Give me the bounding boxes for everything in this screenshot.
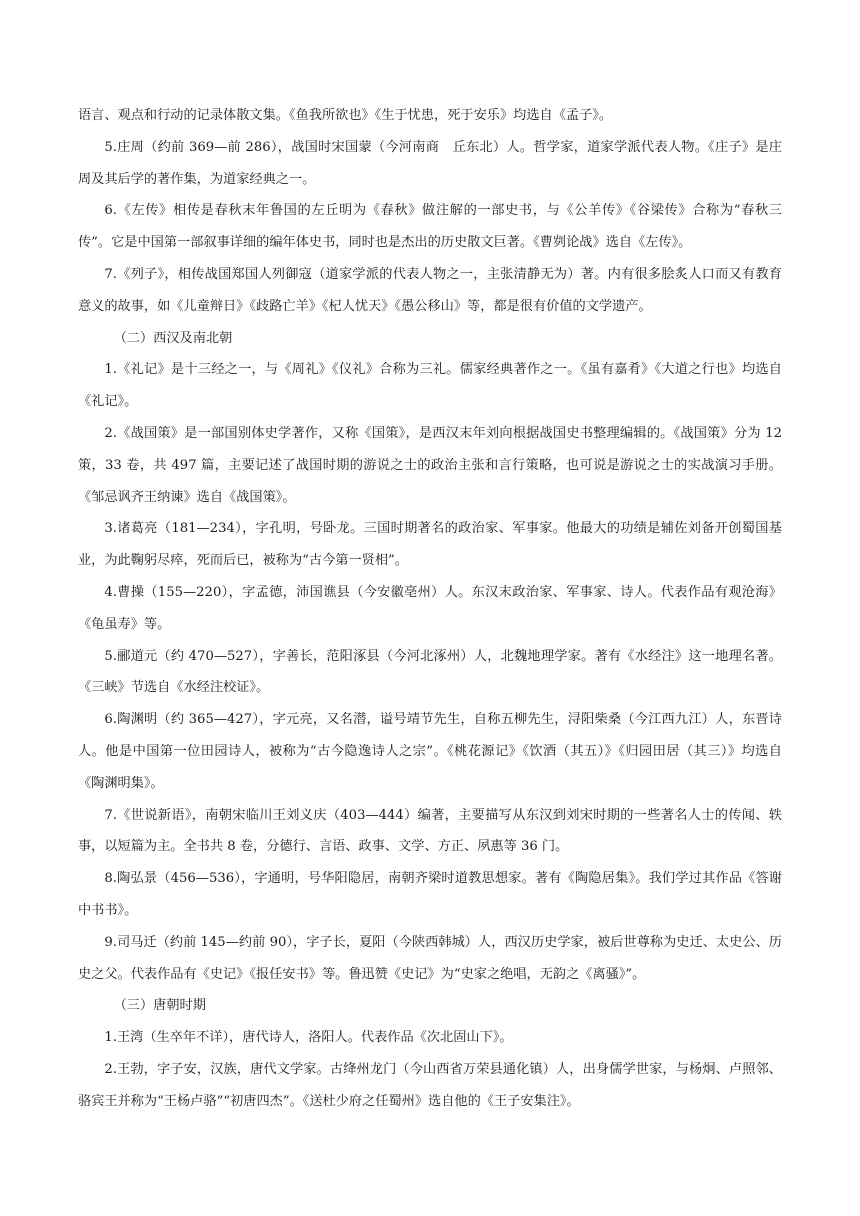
- list-item: 5.庄周（约前 369—前 286），战国时宋国蒙（今河南商 丘东北）人。哲学家，道家学派代表人物。《庄子》是庄周及其后学的著作集，为道家经典之一。: [78, 139, 782, 187]
- list-item: 4.曹操（155—220），字孟德，沛国谯县（今安徽亳州）人。东汉末政治家、军事家、诗人。代表作品有观沧海》《龟虽寿》等。: [78, 584, 782, 632]
- list-item: 6.《左传》相传是春秋末年鲁国的左丘明为《春秋》做注解的一部史书，与《公羊传》《谷梁传》合称为“春秋三传”。它是中国第一部叙事详细的编年体史书，同时也是杰出的历史散文巨著。《曹刿论战》选自《左传》。: [78, 203, 782, 251]
- list-item: 2.《战国策》是一部国别体史学著作，又称《国策》，是西汉末年刘向根据战国史书整理编辑的。《战国策》分为 12 策，33 卷，共 497 篇，主要记述了战国时期的游说之士的政治主张和言行策略，也可说是游说之士的实战演习手册。《邹忌讽齐王纳谏》选自《战国策》。: [78, 425, 782, 505]
- list-item: 3.诸葛亮（181—234），字孔明，号卧龙。三国时期著名的政治家、军事家。他最大的功绩是辅佐刘备开创蜀国基业，为此鞠躬尽瘁，死而后已，被称为“古今第一贤相”。: [78, 521, 782, 569]
- list-item: 5.郦道元（约 470—527），字善长，范阳涿县（今河北涿州）人，北魏地理学家。著有《水经注》这一地理名著。《三峡》节选自《水经注校证》。: [78, 648, 782, 696]
- list-item: 7.《列子》，相传战国郑国人列御寇（道家学派的代表人物之一，主张清静无为）著。内有很多脍炙人口而又有教育意义的故事，如《儿童辩日》《歧路亡羊》《杞人忧天》《愚公移山》等，都是很有价值的文学遗产。: [78, 266, 782, 314]
- paragraph: 语言、观点和行动的记录体散文集。《鱼我所欲也》《生于忧患，死于安乐》均选自《孟子》。: [78, 108, 613, 123]
- section-heading: （三）唐朝时期: [113, 998, 206, 1014]
- section-heading: （二）西汉及南北朝: [113, 330, 233, 346]
- document-body: [78, 100, 782, 1118]
- list-item: 1.王湾（生卒年不详），唐代诗人，洛阳人。代表作品《次北固山下》。: [104, 1030, 513, 1046]
- list-item: 7.《世说新语》，南朝宋临川王刘义庆（403—444）编著，主要描写从东汉到刘宋时期的一些著名人士的传闻、轶事，以短篇为主。全书共 8 卷，分德行、言语、政事、文学、方正、夙惠等 36 门。: [78, 807, 782, 855]
- list-item: 8.陶弘景（456—536），字通明，号华阳隐居，南朝齐梁时道教思想家。著有《陶隐居集》。我们学过其作品《答谢中书书》。: [78, 871, 782, 918]
- list-item: 9.司马迁（约前 145—约前 90），字子长，夏阳（今陕西韩城）人，西汉历史学家，被后世尊称为史迁、太史公、历史之父。代表作品有《史记》《报任安书》等。鲁迅赞《史记》为“史家之绝唱，无韵之《离骚》”。: [78, 934, 782, 982]
- list-item: 6.陶渊明（约 365—427），字元亮，又名潜，谥号靖节先生，自称五柳先生，浔阳柴桑（今江西九江）人，东晋诗人。他是中国第一位田园诗人，被称为“古今隐逸诗人之宗”。《桃花源记》《饮酒（其五）》《归园田居（其三）》均选自《陶渊明集》。: [78, 712, 782, 791]
- list-item: 2.王勃，字子安，汉族，唐代文学家。古绛州龙门（今山西省万荣县通化镇）人，出身儒学世家，与杨炯、卢照邻、骆宾王并称为“王杨卢骆”“初唐四杰”。《送杜少府之任蜀州》选自他的《王子安集注》。: [78, 1061, 782, 1109]
- list-item: 1.《礼记》是十三经之一，与《周礼》《仪礼》合称为三礼。儒家经典著作之一。《虽有嘉肴》《大道之行也》均选自《礼记》。: [78, 362, 782, 410]
